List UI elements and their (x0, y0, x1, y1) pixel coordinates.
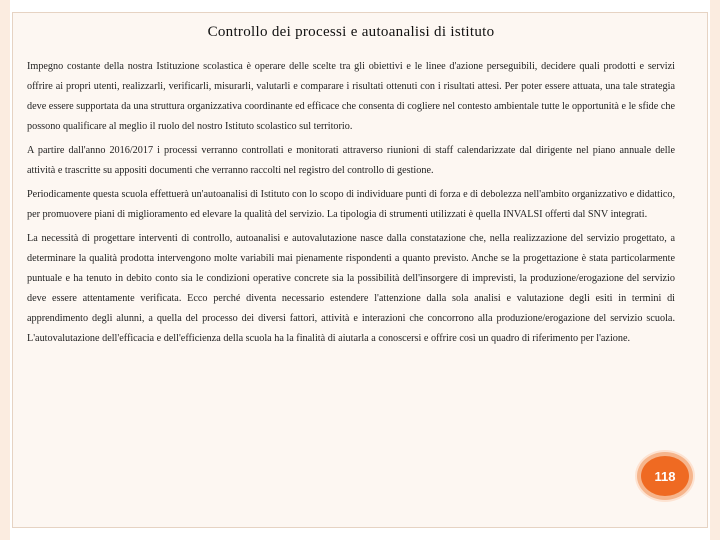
page-number-badge (637, 452, 693, 500)
slide-content (27, 18, 675, 349)
page-title: Controllo dei processi e autoanalisi di istituto (207, 24, 495, 40)
right-border-decoration (710, 0, 720, 540)
paragraph-processi: A partire dall'anno 2016/2017 i processi verranno controllati e monitorati attraverso riunioni di staff calendarizzate dal dirigente nel piano annuale delle attività e trascritte su appositi documenti che verranno raccolti nel registro del controllo di gestione. (27, 145, 675, 176)
paragraph-necessita: La necessità di progettare interventi di controllo, autoanalisi e autovalutazione nasce dalla constatazione che, nella realizzazione del servizio progettato, a determinare la qualità prodotta intervengono molte variabili mai pienamente rispondenti a quanto previsto. Anche se la progettazione è stata particolarmente puntuale e ha tenuto in debito conto sia le condizioni operative concrete sia la possibilità dell'insorgere di imprevisti, la produzione/erogazione del servizio deve essere attentamente verificata. Ecco perché diventa necessario estendere l'attenzione dalla sola analisi e valutazione degli esiti in termini di apprendimento degli alunni, a quella del processo dei diversi fattori, attività e interazioni che concorrono alla produzione/erogazione del servizio scuola. L'autovalutazione dell'efficacia e dell'efficienza della scuola ha la finalità di aiutarla a conoscersi e offrire così un quadro di riferimento per l'azione. (27, 233, 675, 344)
page-number: 118 (654, 468, 676, 484)
paragraph-autoanalisi: Periodicamente questa scuola effettuerà un'autoanalisi di Istituto con lo scopo di individuare punti di forza e di debolezza nell'ambito organizzativo e didattico, per promuovere piani di miglioramento ed elevare la qualità del servizio. La tipologia di strumenti utilizzati è quella INVALSI offerti dal SNV integrati. (27, 189, 675, 220)
left-border-decoration (0, 0, 10, 540)
paragraph-impegno: Impegno costante della nostra Istituzione scolastica è operare delle scelte tra gli obiettivi e le linee d'azione perseguibili, decidere quali prodotti e servizi offrire ai propri utenti, realizzarli, verificarli, misurarli, valutarli e comparare i risultati ottenuti con i risultati attesi. Per poter essere attuata, una tale strategia deve essere supportata da una struttura organizzativa coordinante ed efficace che consenta di cogliere nel contesto ambientale tutte le opportunità e le sfide che possono qualificare al meglio il ruolo del nostro Istituto scolastico sul territorio. (27, 61, 675, 132)
